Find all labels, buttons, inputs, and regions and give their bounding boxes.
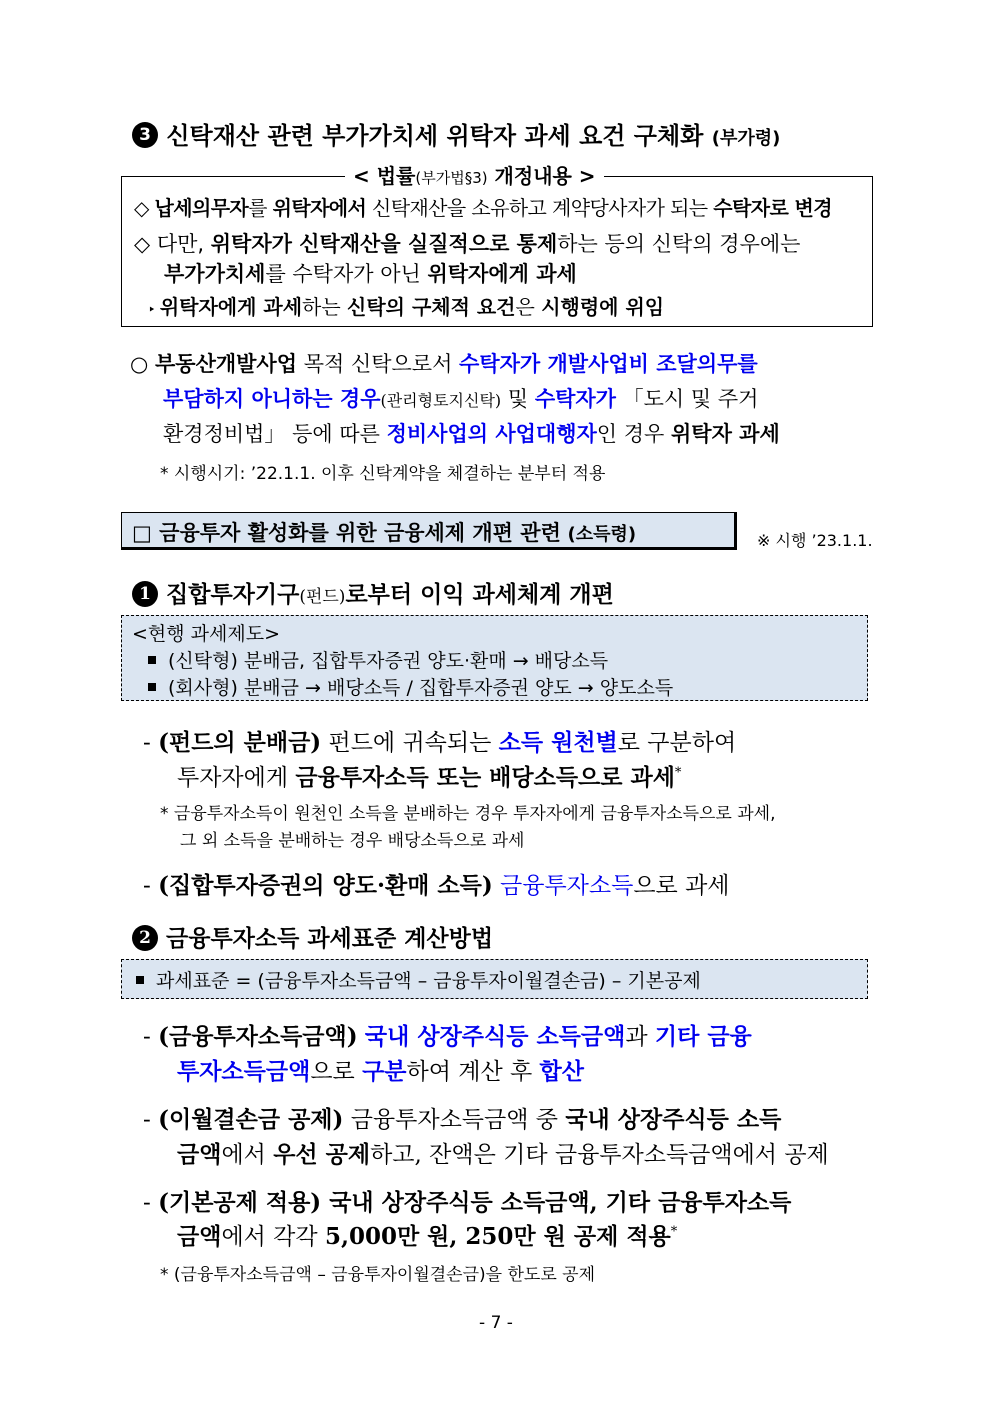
para1-line-3: 환경정비법」 등에 따른 정비사업의 사업대행자인 경우 위탁자 과세 [163,421,780,446]
detail3-line-1: - (기본공제 적용) 국내 상장주식등 소득금액, 기타 금융투자소득 [143,1189,792,1216]
current-tax-item-2: (회사형) 분배금 → 배당소득 / 집합투자증권 양도 → 양도소득 [148,673,673,700]
detail3-line-2: 금액에서 각각 5,000만 원, 250만 원 공제 적용* [177,1223,678,1250]
law-box-line-4: ‣ 위탁자에게 과세하는 신탁의 구체적 요건은 시행령에 위임 [148,295,665,319]
current-tax-item-1: (신탁형) 분배금, 집합투자증권 양도·환매 → 배당소득 [148,646,608,673]
fund-distribution-note-2: 그 외 소득을 분배하는 경우 배당소득으로 과세 [180,831,525,851]
subsection1-title: 1 집합투자기구(펀드)로부터 이익 과세체계 개편 [132,576,614,609]
effective-date-note: ※ 시행 ’23.1.1. [757,531,873,550]
para1-line-2: 부담하지 아니하는 경우(관리형토지신탁) 및 수탁자가 「도시 및 주거 [163,386,759,411]
detail3-note: * (금융투자소득금액 – 금융투자이월결손금)을 한도로 공제 [160,1265,595,1285]
current-tax-caption: <현행 과세제도> [132,623,281,645]
tax-base-formula-box [121,959,868,999]
square-bullet-icon [136,976,144,984]
square-bullet-icon [148,683,156,691]
detail1-line-1: - (금융투자소득금액) 국내 상장주식등 소득금액과 기타 금융 [143,1023,752,1050]
law-box-caption: < 법률(부가법§3) 개정내용 > [345,160,604,189]
section3-title: 3 신탁재산 관련 부가가치세 위탁자 과세 요건 구체화 (부가령) [132,116,780,151]
fund-distribution-note-1: * 금융투자소득이 원천인 소득을 분배하는 경우 투자자에게 금융투자소득으로 과세, [160,804,776,824]
law-box-line-2: ◇ 다만, 위탁자가 신탁재산을 실질적으로 통제하는 등의 신탁의 경우에는 [134,232,801,256]
fund-distribution-line-2: 투자자에게 금융투자소득 또는 배당소득으로 과세* [177,764,682,791]
circled-number-2-icon: 2 [132,925,158,951]
detail2-line-1: - (이월결손금 공제) 금융투자소득금액 중 국내 상장주식등 소득 [143,1106,782,1133]
fund-sale-line: - (집합투자증권의 양도·환매 소득) 금융투자소득으로 과세 [143,872,730,899]
circled-number-1-icon: 1 [132,581,158,607]
circled-number-3-icon: 3 [132,122,158,148]
fund-distribution-line-1: - (펀드의 분배금) 펀드에 귀속되는 소득 원천별로 구분하여 [143,729,737,756]
detail1-line-2: 투자소득금액으로 구분하여 계산 후 합산 [177,1058,584,1085]
page-number: - 7 - [479,1313,513,1333]
law-box-line-3: 부가가치세를 수탁자가 아닌 위탁자에게 과세 [164,262,577,286]
tax-base-formula: 과세표준 = (금융투자소득금액 – 금융투자이월결손금) – 기본공제 [136,966,701,993]
subsection2-title: 2 금융투자소득 과세표준 계산방법 [132,920,493,953]
law-box-line-1: ◇ 납세의무자를 위탁자에서 신탁재산을 소유하고 계약당사자가 되는 수탁자로 변경 [134,196,832,220]
section-header-box: □ 금융투자 활성화를 위한 금융세제 개편 관련 (소득령) [121,512,737,550]
para1-note: * 시행시기: ’22.1.1. 이후 신탁계약을 체결하는 분부터 적용 [160,464,606,484]
para1-line-1: ○ 부동산개발사업 목적 신탁으로서 수탁자가 개발사업비 조달의무를 [130,351,758,376]
square-bullet-icon [148,656,156,664]
detail2-line-2: 금액에서 우선 공제하고, 잔액은 기타 금융투자소득금액에서 공제 [177,1141,829,1168]
current-tax-system-box [121,615,868,701]
